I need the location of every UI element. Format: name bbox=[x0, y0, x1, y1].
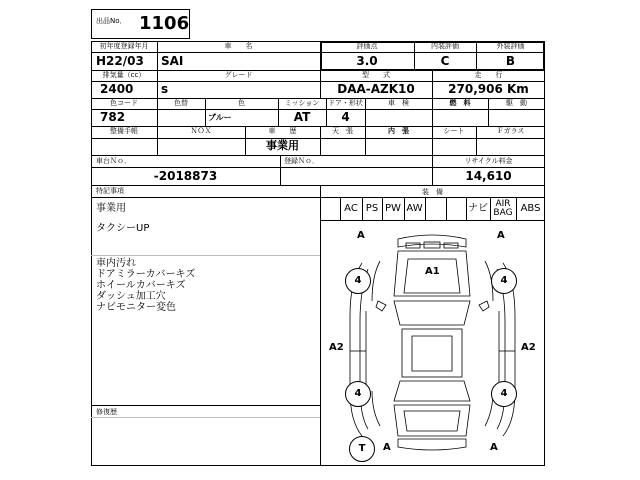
lot-number: 1106 bbox=[139, 13, 190, 34]
damage-hood: A1 bbox=[425, 266, 440, 277]
mileage-value: 270,906 Km bbox=[448, 82, 529, 96]
mileage-label: 走 行 bbox=[474, 71, 503, 79]
year-label: 初年度登録年月 bbox=[99, 42, 149, 50]
damage-front-right: A bbox=[497, 230, 505, 241]
equip-airbag: AIR BAG bbox=[493, 199, 513, 218]
wheel-rear-right: 4 bbox=[491, 381, 517, 407]
mission-label: ミッション bbox=[284, 99, 320, 107]
notes-line-6: ダッシュ加工穴 bbox=[96, 291, 166, 302]
equip-blank bbox=[446, 199, 466, 219]
inspection-label: 車 検 bbox=[388, 99, 409, 107]
cc-value: 2400 bbox=[100, 82, 134, 96]
color-code-label: 色コード bbox=[110, 99, 138, 107]
color-label: 色 bbox=[238, 99, 245, 107]
notes-line-3: 車内汚れ bbox=[96, 258, 136, 269]
recycle-label: リサイクル料金 bbox=[464, 157, 513, 165]
cc-label: 排気量（cc） bbox=[102, 71, 146, 79]
exterior-value: B bbox=[505, 54, 516, 68]
equipment-label: 装 備 bbox=[422, 188, 443, 196]
model-value: DAA-AZK10 bbox=[337, 82, 415, 96]
color-value: ブルー bbox=[208, 113, 232, 122]
doors-label: ドア・形状 bbox=[328, 99, 363, 107]
wheel-front-right: 4 bbox=[491, 268, 517, 294]
fuel-label: 燃 料 bbox=[449, 99, 471, 107]
damage-side-right: A2 bbox=[521, 342, 536, 353]
color-code-value: 782 bbox=[100, 110, 126, 124]
equip-pw: PW bbox=[385, 203, 401, 214]
doors-value: 4 bbox=[341, 110, 350, 124]
grade-label: グレード bbox=[224, 71, 253, 79]
damage-side-left: A2 bbox=[329, 342, 344, 353]
seat-label: シート bbox=[443, 127, 465, 135]
tone-label: 色替 bbox=[174, 99, 188, 107]
history-value: 事業用 bbox=[266, 139, 299, 152]
damage-rear-left: A bbox=[383, 442, 391, 453]
repair-label: 修復歴 bbox=[96, 408, 117, 416]
score-label: 評価点 bbox=[356, 42, 378, 50]
damage-rear-right: A bbox=[490, 442, 498, 453]
interior-label: 内装評価 bbox=[431, 42, 459, 50]
interior-value: C bbox=[440, 54, 450, 68]
score-value: 3.0 bbox=[356, 54, 378, 68]
equip-navi: ナビ bbox=[468, 203, 488, 214]
chassis-label: 車台Ｎｏ． bbox=[96, 157, 131, 165]
wheel-rear-left: 4 bbox=[345, 381, 371, 407]
recycle-value: 14,610 bbox=[465, 169, 512, 183]
glass-label: Ｆガラス bbox=[496, 127, 525, 135]
notes-line-2: タクシーUP bbox=[96, 223, 150, 234]
car-name-label: 車 名 bbox=[224, 42, 253, 50]
roof-label: 天 張 bbox=[332, 127, 353, 135]
notes-line-5: ホイールカバーキズ bbox=[96, 280, 186, 291]
grade-value: s bbox=[161, 82, 169, 96]
manual-label: 整備手帳 bbox=[110, 127, 138, 135]
equip-ps: PS bbox=[365, 203, 379, 214]
registration-label: 登録Ｎｏ． bbox=[284, 157, 319, 165]
notes-line-1: 事業用 bbox=[96, 203, 126, 214]
inner-label: 内 張 bbox=[388, 127, 409, 135]
notes-line-4: ドアミラーカバーキズ bbox=[96, 269, 196, 280]
car-name-value: SAI bbox=[161, 54, 184, 68]
damage-front-left: A bbox=[357, 230, 365, 241]
trunk-badge: T bbox=[349, 436, 375, 462]
mission-value: AT bbox=[293, 110, 311, 124]
equip-abs: ABS bbox=[520, 203, 541, 214]
model-label: 型 式 bbox=[362, 71, 390, 79]
car-diagram bbox=[320, 221, 545, 466]
drive-label: 駆 動 bbox=[506, 99, 527, 107]
year-value: H22/03 bbox=[96, 54, 144, 68]
history-label: 車 歴 bbox=[268, 127, 297, 135]
exterior-label: 外装評価 bbox=[496, 42, 525, 50]
nox-label: ＮＯＸ bbox=[190, 127, 212, 135]
wheel-front-left: 4 bbox=[345, 268, 371, 294]
lot-label: 出品No． bbox=[96, 17, 127, 25]
notes-line-7: ナビモニター変色 bbox=[96, 302, 176, 313]
equip-aw: AW bbox=[406, 203, 423, 214]
chassis-value: -2018873 bbox=[153, 169, 218, 183]
equip-ac: AC bbox=[344, 203, 358, 214]
notes-label: 特記事項 bbox=[96, 187, 124, 195]
